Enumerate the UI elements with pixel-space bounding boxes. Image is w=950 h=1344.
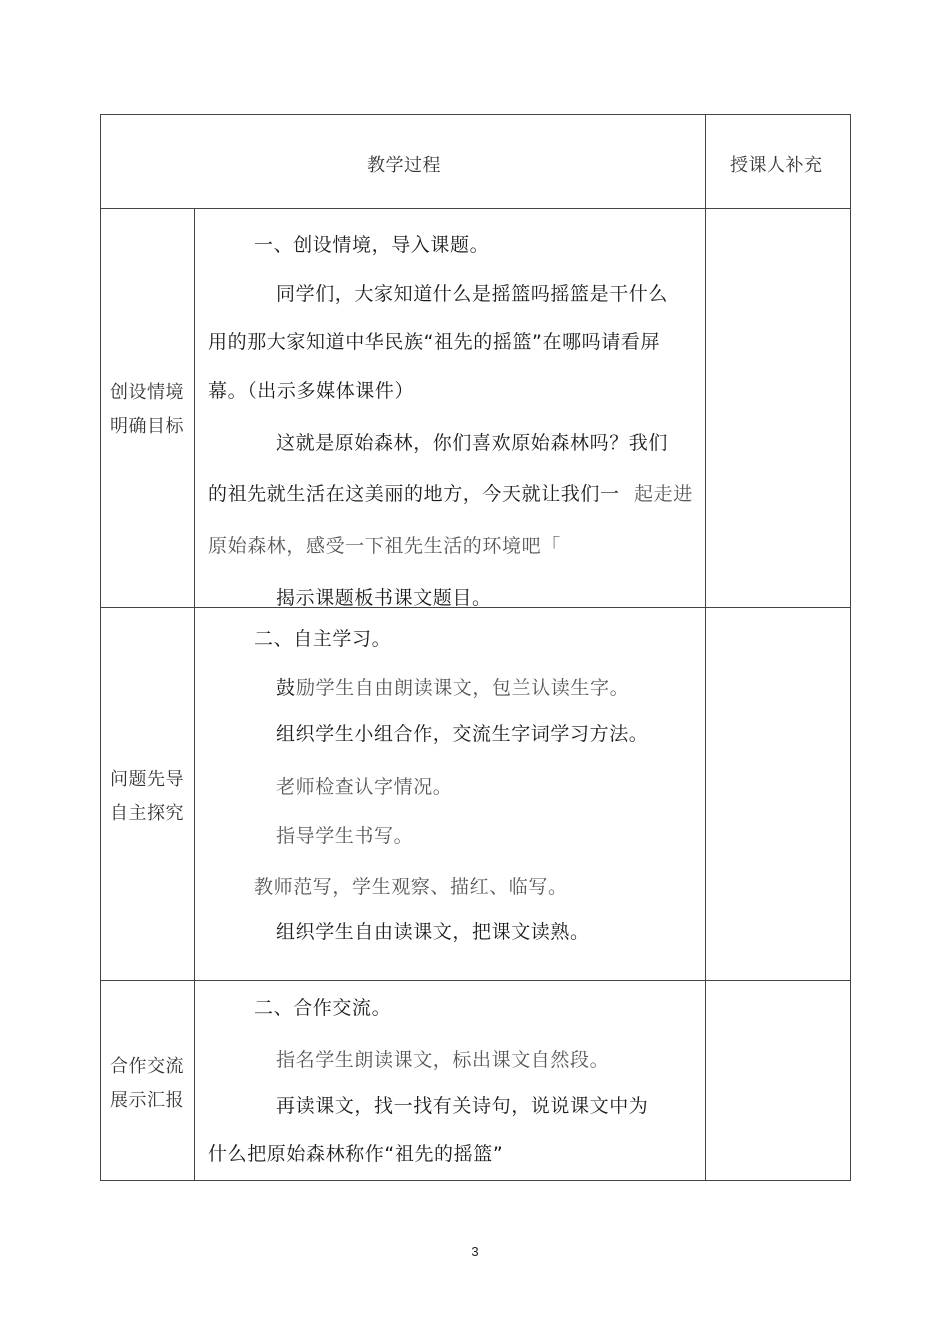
- table-rule-header: [100, 208, 851, 209]
- section-1-line-6a: 的祖先就生活在这美丽的地方，今天就让我们一: [208, 483, 620, 505]
- section-3-line-3: 再读课文，找一找有关诗句，说说课文中为: [276, 1095, 649, 1117]
- section-1-line-4: 幕。（出示多媒体课件）: [208, 380, 415, 402]
- table-divider-label: [194, 208, 195, 1181]
- section-2-label-line2: 自主探究: [110, 803, 184, 824]
- header-process: 教学过程: [367, 155, 441, 176]
- section-3-line-2: 指名学生朗读课文，标出课文自然段。: [276, 1049, 610, 1071]
- section-3-label-line2: 展示汇报: [110, 1090, 184, 1111]
- table-border-bottom: [100, 1180, 851, 1181]
- table-rule-row2: [100, 980, 851, 981]
- section-1-line-7: 原始森林，感受一下祖先生活的环境吧「: [208, 535, 561, 557]
- section-2-line-5: 指导学生书写。: [276, 825, 414, 847]
- section-1-line-6b: 起走进: [634, 483, 693, 505]
- header-supplement: 授课人补充: [730, 155, 823, 176]
- section-1-line-5: 这就是原始森林，你们喜欢原始森林吗？我们: [276, 432, 669, 454]
- section-2-line-3: 组织学生小组合作，交流生字词学习方法。: [276, 723, 649, 745]
- table-border-right: [850, 114, 851, 1181]
- section-2-line-2b: 励学生自由朗读课文，包兰认读生字。: [296, 677, 630, 699]
- section-3-label-line1: 合作交流: [110, 1056, 184, 1077]
- section-2-label-line1: 问题先导: [110, 769, 184, 790]
- table-border-top: [100, 114, 851, 115]
- section-1-line-8: 揭示课题板书课文题目。: [276, 587, 492, 609]
- section-2-line-7: 组织学生自由读课文，把课文读熟。: [276, 921, 590, 943]
- page-number: 3: [471, 1244, 479, 1259]
- section-1-line-3: 用的那大家知道中华民族“祖先的摇篮”在哪吗请看屏: [208, 331, 661, 353]
- section-1-label-line1: 创设情境: [110, 382, 184, 403]
- section-3-line-1: 二、合作交流。: [254, 997, 392, 1019]
- section-2-label: [102, 763, 192, 831]
- section-3-line-4: 什么把原始森林称作“祖先的摇篮”: [208, 1143, 504, 1165]
- section-2-line-6: 教师范写，学生观察、描红、临写。: [254, 876, 568, 898]
- table-border-left: [100, 114, 101, 1181]
- section-2-line-4: 老师检查认字情况。: [276, 776, 453, 798]
- section-3-label: [102, 1050, 192, 1118]
- table-divider-supplement: [705, 114, 706, 1181]
- section-2-line-2a: 鼓: [276, 677, 296, 699]
- section-1-label: [102, 376, 192, 444]
- section-1-line-1: 一、创设情境，导入课题。: [254, 234, 490, 256]
- section-1-label-line2: 明确目标: [110, 416, 184, 437]
- section-1-line-2: 同学们，大家知道什么是摇篮吗摇篮是干什么: [276, 283, 669, 305]
- section-2-line-1: 二、自主学习。: [254, 628, 392, 650]
